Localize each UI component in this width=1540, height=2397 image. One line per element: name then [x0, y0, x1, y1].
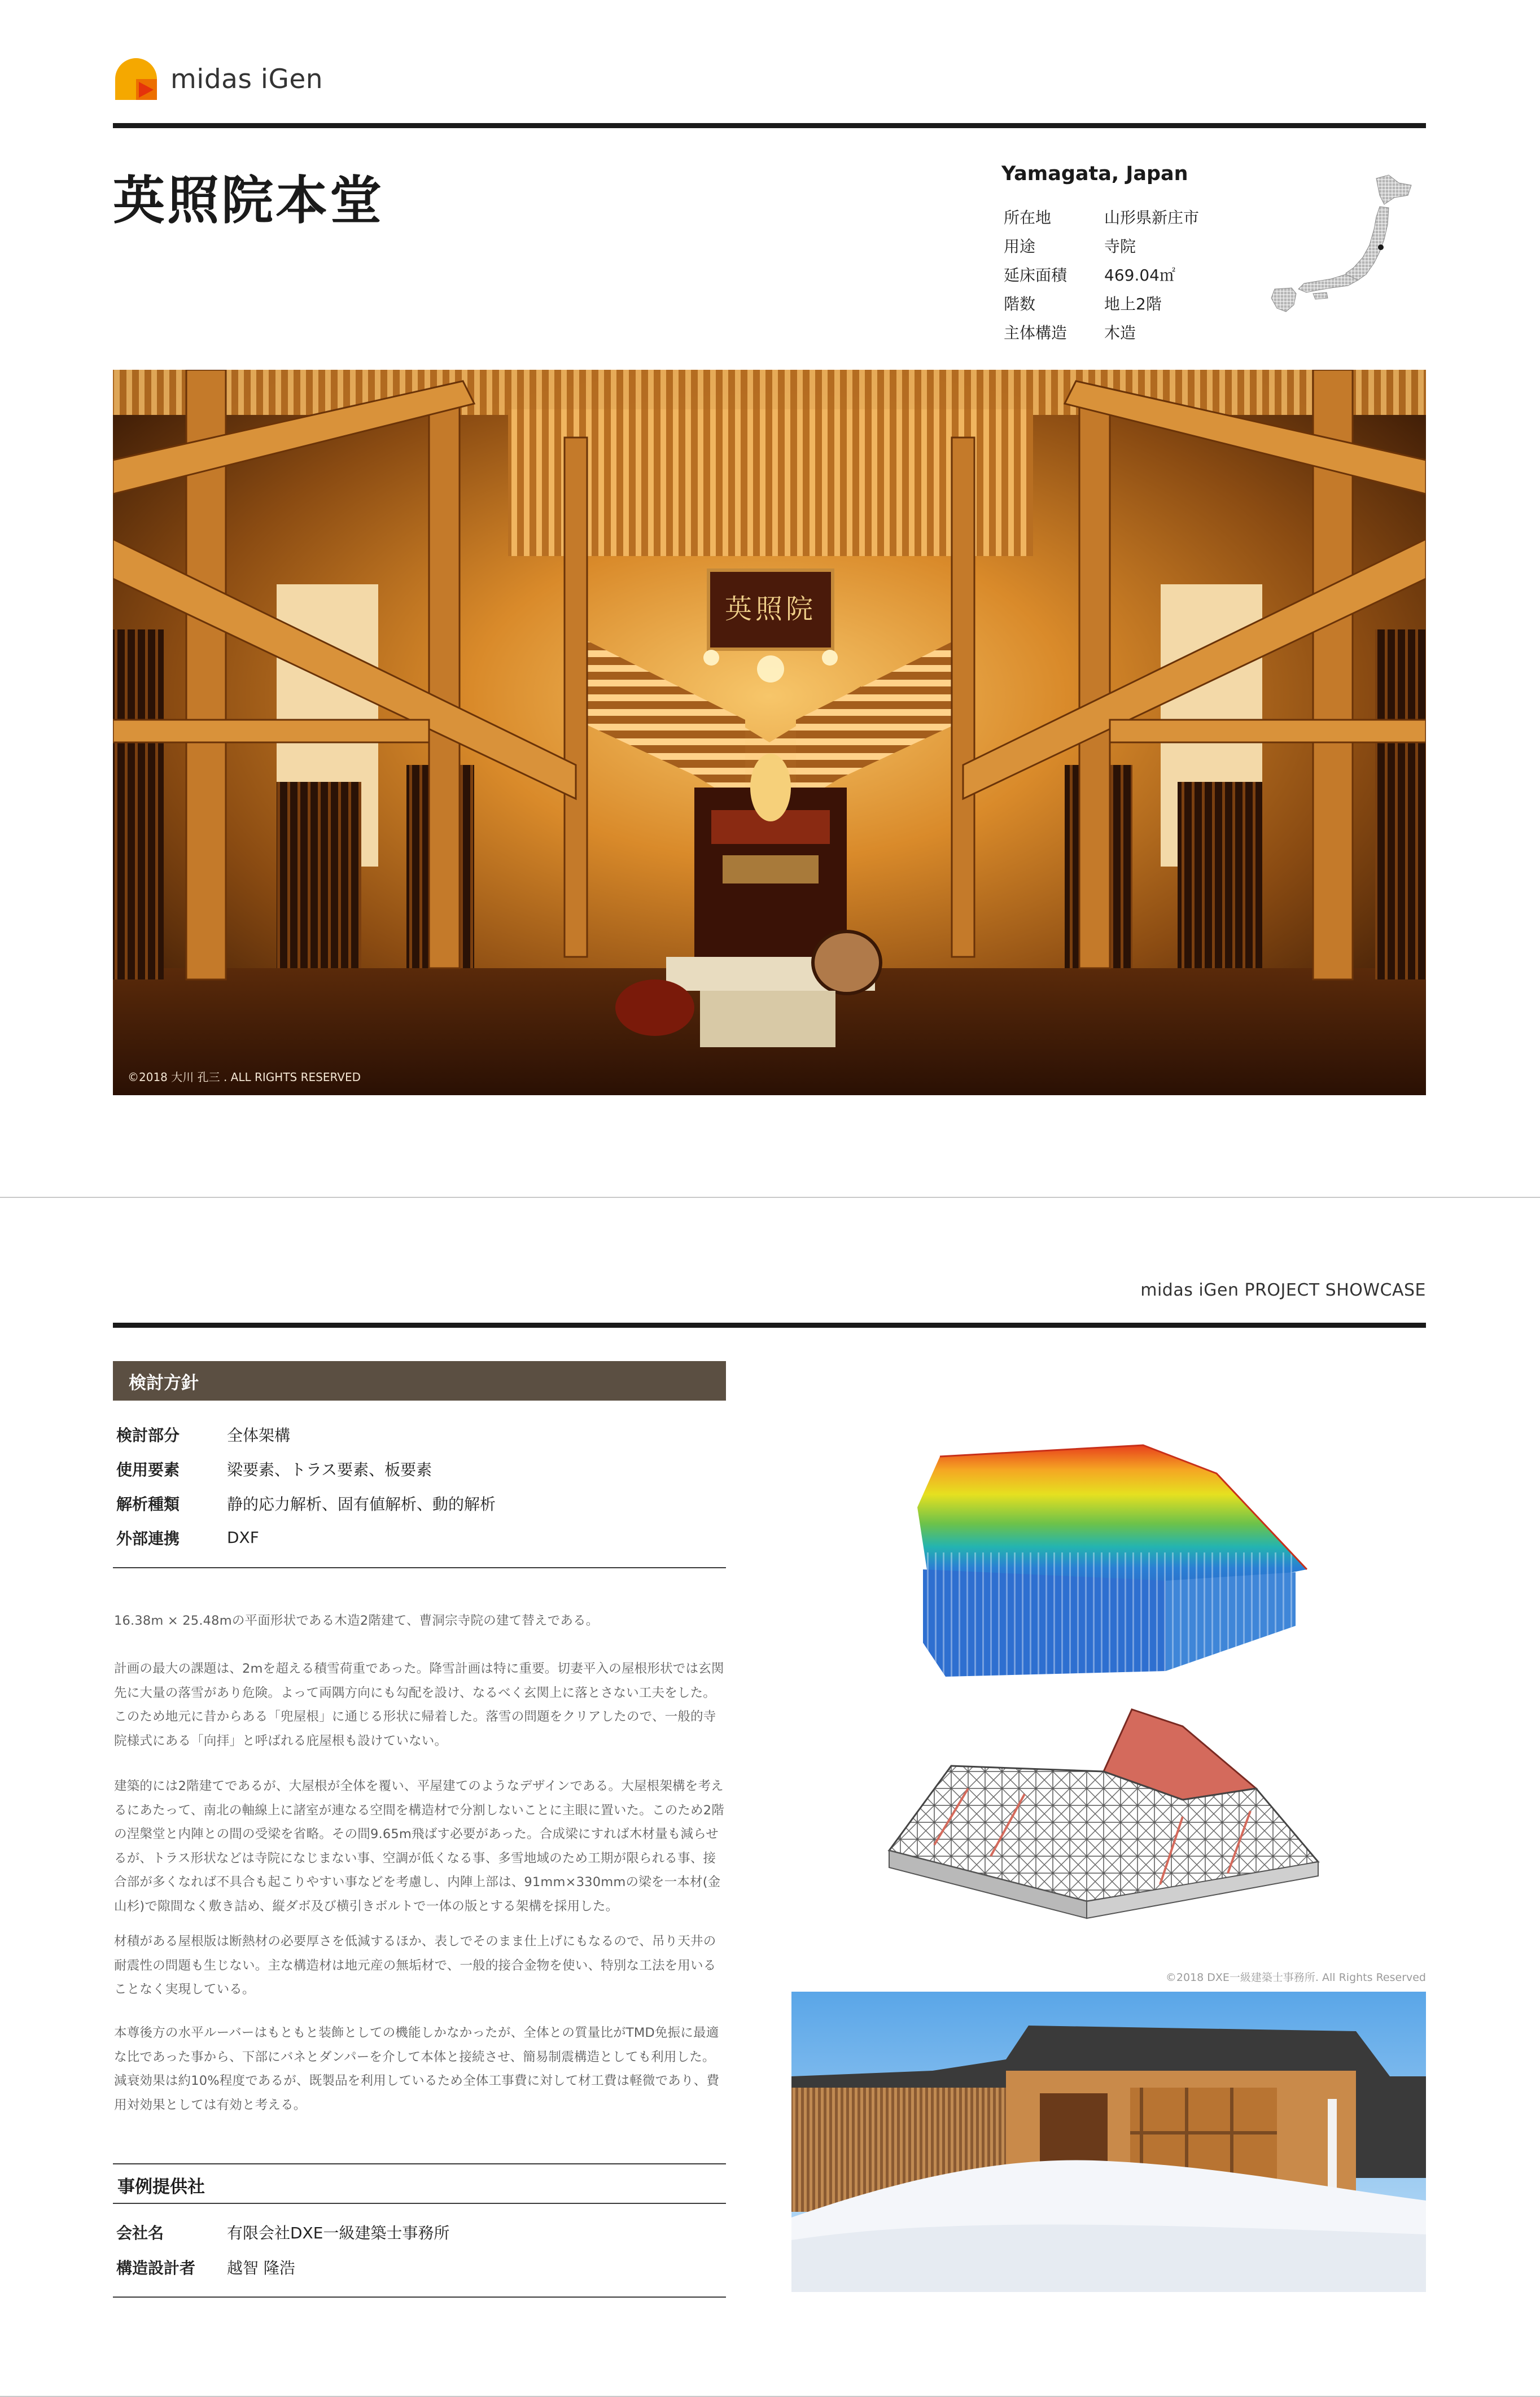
provider-rule	[113, 2203, 726, 2204]
spec-label: 解析種類	[116, 1494, 180, 1514]
provider-rule-top	[113, 2163, 726, 2164]
info-row	[1004, 260, 1199, 288]
logo-text: midas iGen	[170, 63, 323, 95]
location-marker-icon	[1378, 244, 1384, 250]
spec-row	[116, 1451, 496, 1486]
provider-label: 会社名	[116, 2224, 164, 2242]
info-value: 木造	[1104, 323, 1136, 342]
provider-label: 構造設計者	[116, 2259, 196, 2277]
info-value: 469.04㎡	[1104, 265, 1175, 285]
info-row	[1004, 202, 1199, 231]
info-label: 延床面積	[1004, 265, 1068, 285]
page-title: 英照院本堂	[113, 170, 384, 231]
info-row	[1004, 317, 1199, 346]
info-label: 所在地	[1004, 208, 1052, 227]
spec-label: 検討部分	[116, 1425, 180, 1445]
spec-row	[116, 1486, 496, 1520]
header-rule	[113, 123, 1426, 128]
provider-title: 事例提供社	[117, 2177, 205, 2197]
provider-table	[116, 2215, 449, 2285]
spec-value: 全体架構	[227, 1425, 291, 1445]
provider-row	[116, 2215, 449, 2250]
midas-logo-icon	[113, 56, 159, 102]
brand-logo	[113, 55, 323, 103]
info-value: 山形県新庄市	[1104, 208, 1200, 227]
image-credit: ©2018 DXE一級建築士事務所. All Rights Reserved	[1165, 1971, 1426, 1984]
info-row	[1004, 231, 1199, 260]
section-title: 検討方針	[129, 1372, 199, 1393]
showcase-label: midas iGen PROJECT SHOWCASE	[1140, 1280, 1426, 1300]
location-label: Yamagata, Japan	[1001, 163, 1188, 185]
exterior-photo	[791, 1992, 1426, 2292]
body-paragraph: 材積がある屋根版は断熱材の必要厚さを低減するほか、表しでそのまま仕上げにもなるので、吊り天井の耐震性の問題も生じない。主な構造材は地元産の無垢材で、一般的接合金物を使い、特別な工法を用いることなく実現している。	[114, 1934, 716, 1997]
spec-divider	[113, 1567, 726, 1568]
temple-plaque: 英照院	[724, 593, 817, 625]
project-info-table	[1004, 202, 1199, 346]
interior-photo	[113, 370, 1426, 1095]
info-label: 主体構造	[1004, 323, 1068, 342]
analysis-contour-model	[900, 1440, 1327, 1682]
provider-value: 有限会社DXE一級建築士事務所	[227, 2224, 450, 2242]
structural-frame-model	[867, 1704, 1338, 1924]
provider-row	[116, 2250, 449, 2285]
provider-rule-bottom	[113, 2297, 726, 2298]
info-value: 地上2階	[1104, 294, 1162, 313]
section-header	[113, 1361, 726, 1401]
info-label: 用途	[1004, 237, 1036, 256]
japan-map-icon	[1263, 173, 1421, 314]
spec-label: 外部連携	[116, 1529, 180, 1548]
spec-value: 静的応力解析、固有値解析、動的解析	[227, 1494, 496, 1514]
info-label: 階数	[1004, 294, 1036, 313]
spec-value: DXF	[227, 1528, 259, 1547]
provider-value: 越智 隆浩	[227, 2259, 295, 2277]
body-paragraph: 計画の最大の課題は、2mを超える積雪荷重であった。降雪計画は特に重要。切妻平入の屋根形状では玄関先に大量の落雪があり危険。よって両隅方向にも勾配を設け、なるべく玄関上に落とさない工夫をした。このため地元に昔からある「兜屋根」に通じる形状に帰着した。落雪の問題をクリアしたので、一般的寺院様式にある「向拝」と呼ばれる庇屋根も設けていない。	[114, 1661, 724, 1748]
info-value: 寺院	[1104, 237, 1136, 256]
body-paragraph: 建築的には2階建てであるが、大屋根が全体を覆い、平屋建てのようなデザインである。大屋根架構を考えるにあたって、南北の軸線上に諸室が連なる空間を構造材で分割しないことに主眼に置いた。このため2階の涅槃堂と内陣との間の受梁を省略。その間9.65m飛ばす必要があった。合成梁にすれば木材量も減らせるが、トラス形状などは寺院になじまない事、空調が低くなる事、多雪地域のため工期が限られる事、接合部が多くなれば不具合も起こりやすい事などを考慮し、内陣上部は、91mm×330mmの梁を一本材(金山杉)で隙間なく敷き詰め、縦ダボ及び横引きボルトで一体の版とする架構を採用した。	[114, 1779, 724, 1914]
photo-credit: ©2018 大川 孔三 . ALL RIGHTS RESERVED	[128, 1070, 361, 1084]
spec-row	[116, 1520, 496, 1555]
body-paragraph: 本尊後方の水平ルーバーはもともと装飾としての機能しかなかったが、全体との質量比がTMD免振に最適な比であった事から、下部にバネとダンパーを介して本体と接続させ、簡易制震構造としても利用した。減衰効果は約10%程度であるが、既製品を利用しているため全体工事費に対して材工費は軽微であり、費用対効果としては有効と考える。	[114, 2026, 720, 2112]
page-divider	[0, 1197, 1540, 1198]
body-paragraph: 16.38m × 25.48mの平面形状である木造2階建て、曹洞宗寺院の建て替えである。	[114, 1613, 599, 1628]
section-rule	[113, 1323, 1426, 1328]
spec-label: 使用要素	[116, 1460, 180, 1479]
spec-row	[116, 1417, 496, 1451]
spec-value: 梁要素、トラス要素、板要素	[227, 1460, 432, 1479]
analysis-spec-table	[116, 1417, 496, 1555]
info-row	[1004, 288, 1199, 317]
